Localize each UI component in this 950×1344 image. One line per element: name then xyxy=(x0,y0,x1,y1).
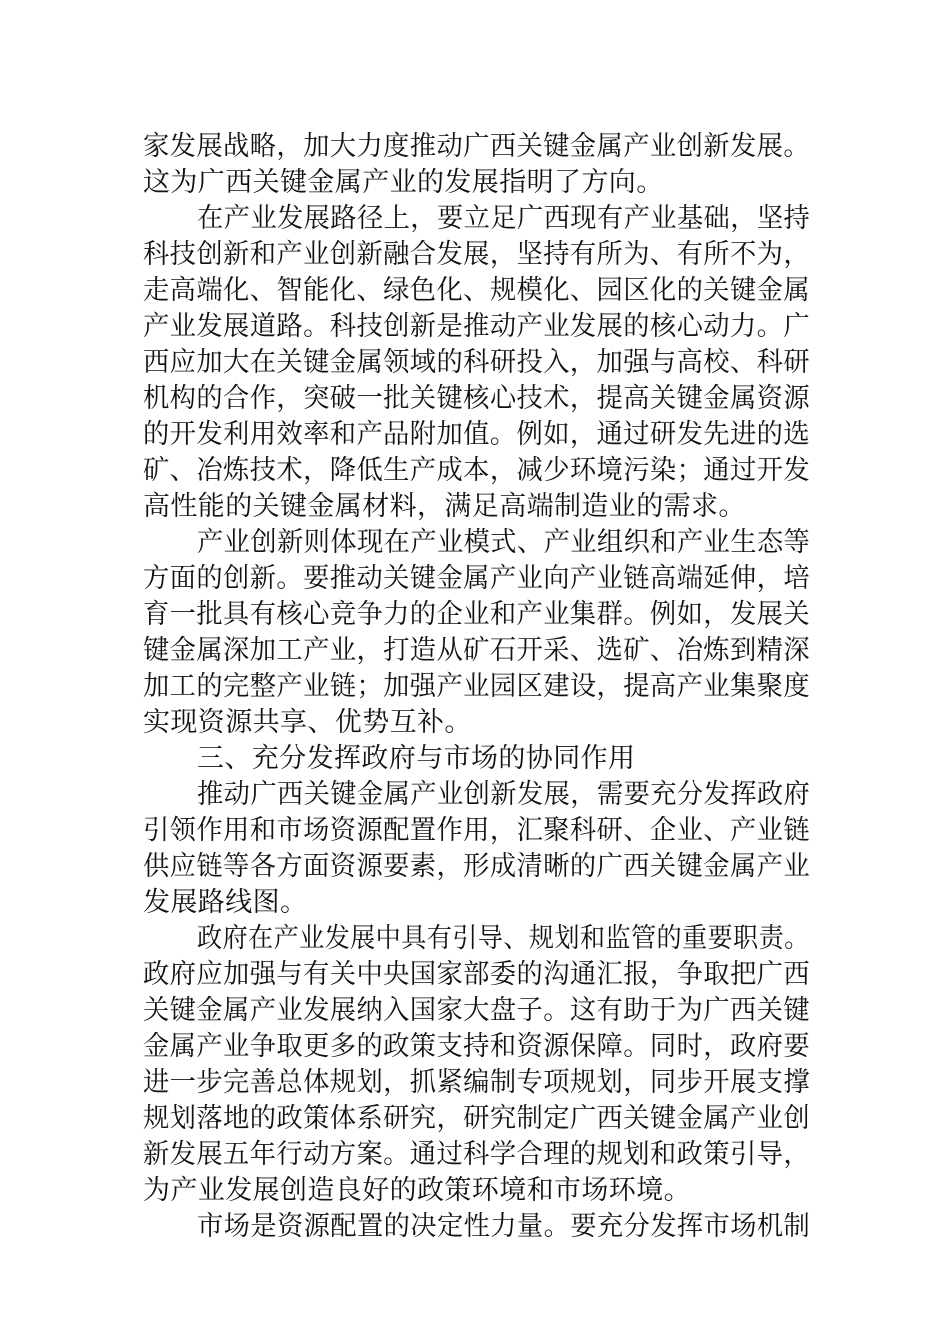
text-line: 家发展战略，加大力度推动广西关键金属产业创新发展。 xyxy=(143,131,810,162)
text-line: 为产业发展创造良好的政策环境和市场环境。 xyxy=(143,1175,691,1206)
text-line: 高性能的关键金属材料，满足高端制造业的需求。 xyxy=(143,491,746,522)
text-line: 键金属深加工产业，打造从矿石开采、选矿、冶炼到精深 xyxy=(143,635,810,666)
text-line: 走高端化、智能化、绿色化、规模化、园区化的关键金属 xyxy=(143,275,810,306)
text-line: 发展路线图。 xyxy=(143,887,308,918)
paragraph-first-line: 市场是资源配置的决定性力量。要充分发挥市场机制 xyxy=(197,1211,811,1242)
paragraph-first-line: 政府在产业发展中具有引导、规划和监管的重要职责。 xyxy=(197,923,810,954)
text-line: 矿、冶炼技术，降低生产成本，减少环境污染；通过开发 xyxy=(143,455,810,486)
text-line: 方面的创新。要推动关键金属产业向产业链高端延伸，培 xyxy=(143,563,810,594)
text-line: 加工的完整产业链；加强产业园区建设，提高产业集聚度 xyxy=(143,671,810,702)
text-line: 政府应加强与有关中央国家部委的沟通汇报，争取把广西 xyxy=(143,959,810,990)
text-line: 实现资源共享、优势互补。 xyxy=(143,707,472,738)
text-line: 科技创新和产业创新融合发展，坚持有所为、有所不为， xyxy=(143,239,810,270)
text-line: 新发展五年行动方案。通过科学合理的规划和政策引导， xyxy=(143,1139,810,1170)
text-line: 的开发利用效率和产品附加值。例如，通过研发先进的选 xyxy=(143,419,810,450)
text-line: 供应链等各方面资源要素，形成清晰的广西关键金属产业 xyxy=(143,851,810,882)
paragraph-first-line: 推动广西关键金属产业创新发展，需要充分发挥政府 xyxy=(197,779,811,810)
text-line: 西应加大在关键金属领域的科研投入，加强与高校、科研 xyxy=(143,347,810,378)
text-line: 关键金属产业发展纳入国家大盘子。这有助于为广西关键 xyxy=(143,995,810,1026)
text-line: 规划落地的政策体系研究，研究制定广西关键金属产业创 xyxy=(143,1103,810,1134)
text-line: 引领作用和市场资源配置作用，汇聚科研、企业、产业链 xyxy=(143,815,810,846)
text-line: 机构的合作，突破一批关键核心技术，提高关键金属资源 xyxy=(143,383,810,414)
paragraph-first-line: 产业创新则体现在产业模式、产业组织和产业生态等 xyxy=(197,527,811,558)
text-line: 这为广西关键金属产业的发展指明了方向。 xyxy=(143,167,664,198)
text-line: 育一批具有核心竞争力的企业和产业集群。例如，发展关 xyxy=(143,599,810,630)
text-line: 产业发展道路。科技创新是推动产业发展的核心动力。广 xyxy=(143,311,810,342)
text-line: 金属产业争取更多的政策支持和资源保障。同时，政府要 xyxy=(143,1031,810,1062)
paragraph-first-line: 在产业发展路径上，要立足广西现有产业基础，坚持 xyxy=(197,203,811,234)
text-line: 进一步完善总体规划，抓紧编制专项规划，同步开展支撑 xyxy=(143,1067,810,1098)
section-heading: 三、充分发挥政府与市场的协同作用 xyxy=(197,743,636,774)
